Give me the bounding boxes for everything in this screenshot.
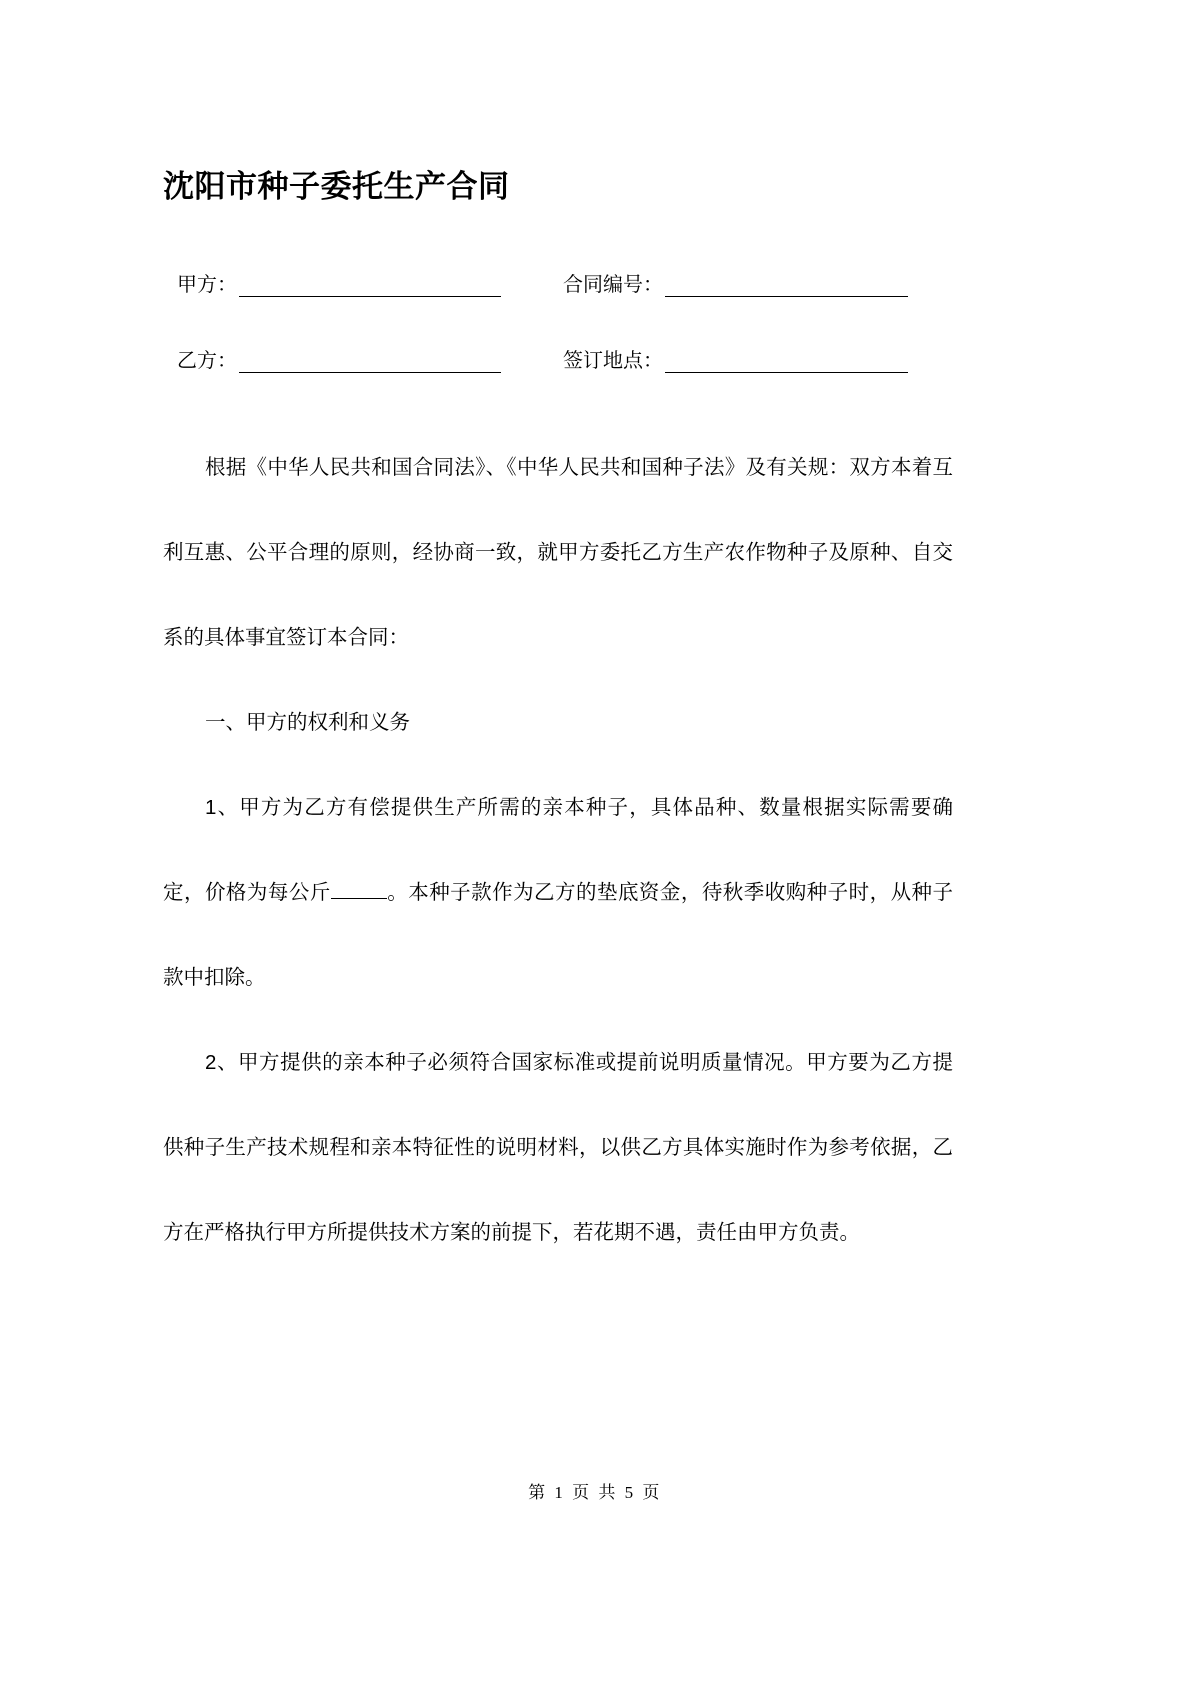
price-per-kilogram-input[interactable] — [331, 881, 387, 899]
field-label-party-b: 乙方： — [177, 349, 237, 372]
page-title: 沈阳市种子委托生产合同 — [163, 169, 510, 204]
contract-parties-form — [163, 273, 953, 373]
party-b-input[interactable] — [239, 350, 501, 373]
field-label-signing-place: 签订地点： — [563, 349, 663, 372]
clause-item-1-text-b: 。本种子款作为乙方的垫底资金，待秋季收购种子时，从种子款中扣除。 — [163, 880, 954, 989]
section-one-heading: 一、甲方的权利和义务 — [205, 710, 410, 734]
field-label-contract-number: 合同编号： — [563, 273, 663, 296]
form-row-party-a — [163, 273, 953, 297]
clause-item-2: 2、甲方提供的亲本种子必须符合国家标准或提前说明质量情况。甲方要为乙方提供种子生产技术规程和亲本特征性的说明材料，以供乙方具体实施时作为参考依据，乙方在严格执行甲方所提供技术方案的前提下，若花期不遇，责任由甲方负责。 — [163, 1050, 953, 1244]
contract-number-input[interactable] — [665, 274, 908, 297]
clause-item-1-text-a: 1、甲方为乙方有偿提供生产所需的亲本种子，具体品种、数量根据实际需要确定，价格为每公斤 — [163, 795, 953, 904]
field-party-b — [163, 349, 563, 373]
signing-place-input[interactable] — [665, 350, 908, 373]
field-label-party-a: 甲方： — [177, 273, 237, 296]
form-row-party-b — [163, 349, 953, 373]
party-a-input[interactable] — [239, 274, 501, 297]
field-signing-place — [563, 349, 953, 373]
field-contract-number — [563, 273, 953, 297]
clause-item-1 — [163, 765, 953, 1020]
document-content — [163, 0, 953, 1275]
page-footer: 第 1 页 共 5 页 — [528, 1483, 662, 1502]
field-party-a — [163, 273, 563, 297]
preamble-paragraph: 根据《中华人民共和国合同法》、《中华人民共和国种子法》及有关规：双方本着互利互惠、公平合理的原则，经协商一致，就甲方委托乙方生产农作物种子及原种、自交系的具体事宜签订本合同： — [163, 455, 953, 649]
